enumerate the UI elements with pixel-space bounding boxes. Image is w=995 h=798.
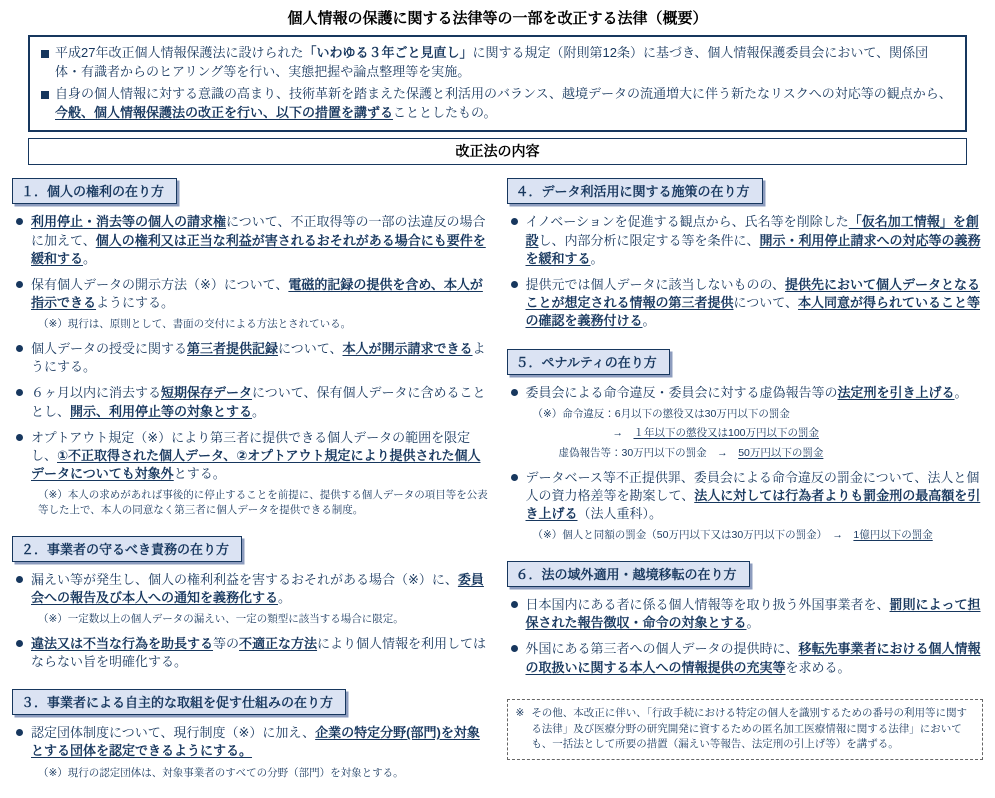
bullet-dot-icon	[16, 389, 23, 396]
section-business-duties	[12, 536, 489, 671]
intro-box	[28, 35, 967, 132]
bullet-item	[509, 276, 984, 331]
bullet-text: 認定団体制度について、現行制度（※）に加え、企業の特定分野(部門)を対象とする団体を認定できるようにする。	[31, 725, 480, 759]
intro-text: 自身の個人情報に対する意識の高まり、技術革新を踏まえた保護と利活用のバランス、越境データの流通増大に伴う新たなリスクへの対応等の観点から、今般、個人情報保護法の改正を行い、以下の措置を講ずることとしたもの。	[55, 85, 952, 120]
intro-bullet	[41, 44, 954, 82]
section-title: ５．ペナルティの在り方	[507, 349, 670, 375]
bullet-item	[14, 384, 489, 420]
note-text: （※）現行の認定団体は、対象事業者のすべての分野（部門）を対象とする。	[38, 766, 404, 779]
bullet-text: 外国にある第三者への個人データの提供時に、移転先事業者における個人情報の取扱いに関する本人への情報提供の充実等を求める。	[525, 641, 981, 675]
bullet-item	[14, 429, 489, 484]
bullet-item	[14, 213, 489, 268]
section-body	[507, 596, 984, 677]
bullet-dot-icon	[16, 281, 23, 288]
bullet-text: 日本国内にある者に係る個人情報等を取り扱う外国事業者を、罰則によって担保された報告徴収・命令の対象とする。	[525, 597, 981, 631]
right-column	[507, 178, 984, 760]
bullet-dot-icon	[16, 434, 23, 441]
bullet-text: 漏えい等が発生し、個人の権利利益を害するおそれがある場合（※）に、委員会への報告及び本人への通知を義務化する。	[31, 571, 484, 605]
square-bullet-icon	[41, 91, 49, 99]
square-bullet-icon	[41, 50, 49, 58]
footnote-text: その他、本改正に伴い、「行政手続における特定の個人を識別するための番号の利用等に関する法律」及び医療分野の研究開発に資するための匿名加工医療情報に関する法律」においても、一括法として所要の措置（漏えい等報告、法定刑の引上げ等）を講ずる。	[531, 706, 968, 751]
section-body	[12, 213, 489, 517]
note-text: （※）個人と同額の罰金（50万円以下又は30万円以下の罰金） → 1億円以下の罰金	[532, 529, 933, 542]
footnote-marker: ※	[515, 706, 525, 719]
note-text: （※）現行は、原則として、書面の交付による方法とされている。	[38, 318, 352, 331]
bullet-item	[509, 469, 984, 524]
bullet-text: イノベーションを促進する観点から、氏名等を削除した「仮名加工情報」を創設し、内部分析に限定する等を条件に、開示・利用停止請求への対応等の義務を緩和する。	[525, 214, 981, 266]
bullet-dot-icon	[16, 345, 23, 352]
bullet-item	[509, 596, 984, 632]
footnote-box	[507, 699, 984, 760]
content-columns	[6, 178, 989, 798]
bullet-dot-icon	[511, 601, 518, 608]
note-text: （※）一定数以上の個人データの漏えい、一定の類型に該当する場合に限定。	[38, 613, 404, 626]
bullet-text: ６ヶ月以内に消去する短期保存データについて、保有個人データに含めることとし、開示、利用停止等の対象とする。	[31, 385, 486, 419]
section-body	[12, 724, 489, 780]
bullet-dot-icon	[16, 640, 23, 647]
bullet-text: データベース等不正提供罪、委員会による命令違反の罰金について、法人と個人の資力格差等を勘案して、法人に対しては行為者よりも罰金刑の最高額を引き上げる（法人重科）。	[525, 469, 981, 522]
bullet-text: 保有個人データの開示方法（※）について、電磁的記録の提供を含め、本人が指示できるようにする。	[31, 276, 483, 311]
left-column	[12, 178, 489, 798]
bullet-text: オプトアウト規定（※）により第三者に提供できる個人データの範囲を限定し、①不正取得された個人データ、②オプトアウト規定により提供された個人データについても対象外とする。	[31, 429, 481, 482]
section-body	[12, 571, 489, 671]
section-data-utilization	[507, 178, 984, 330]
section-voluntary-efforts	[12, 689, 489, 780]
section-title: ６．法の域外適用・越境移転の在り方	[507, 561, 750, 587]
bullet-item	[14, 635, 489, 671]
note-text: （※）本人の求めがあれば事後的に停止することを前提に、提供する個人データの項目等を公表等した上で、本人の同意なく第三者に個人データを提供できる制度。	[38, 489, 488, 516]
bullet-text: 委員会による命令違反・委員会に対する虚偽報告等の法定刑を引き上げる。	[525, 384, 968, 400]
note-text: （※）命令違反：6月以下の懲役又は30万円以下の罰金	[532, 407, 790, 420]
bullet-item	[14, 571, 489, 607]
bullet-dot-icon	[511, 474, 518, 481]
bullet-item	[14, 724, 489, 760]
bullet-dot-icon	[16, 218, 23, 225]
intro-bullet	[41, 85, 954, 123]
section-body	[507, 384, 984, 544]
section-title: ２．事業者の守るべき責務の在り方	[12, 536, 242, 562]
note-text: 虚偽報告等：30万円以下の罰金 → 50万円以下の罰金	[558, 447, 824, 460]
bullet-dot-icon	[511, 645, 518, 652]
bullet-dot-icon	[511, 281, 518, 288]
section-title: ４．データ利活用に関する施策の在り方	[507, 178, 763, 204]
section-extraterritorial	[507, 561, 984, 677]
intro-text: 平成27年改正個人情報保護法に設けられた「いわゆる３年ごと見直し」に関する規定（附則第12条）に基づき、個人情報保護委員会において、関係団体・有識者からのヒアリング等を行い、実態把握や論点整理等を実施。	[55, 45, 929, 79]
bullet-dot-icon	[16, 729, 23, 736]
note-text: → １年以下の懲役又は100万円以下の罰金	[612, 427, 820, 440]
bullet-text: 個人データの授受に関する第三者提供記録について、本人が開示請求できるようにする。	[31, 341, 486, 375]
section-penalties	[507, 349, 984, 544]
bullet-text: 違法又は不当な行為を助長する等の不適正な方法により個人情報を利用してはならない旨を明確化する。	[31, 635, 487, 669]
bullet-item	[14, 276, 489, 312]
section-title: １．個人の権利の在り方	[12, 178, 177, 204]
section-title: ３．事業者による自主的な取組を促す仕組みの在り方	[12, 689, 346, 715]
page-title: 個人情報の保護に関する法律等の一部を改正する法律（概要）	[287, 10, 708, 27]
content-header: 改正法の内容	[28, 138, 967, 165]
bullet-dot-icon	[511, 389, 518, 396]
bullet-item	[509, 213, 984, 268]
bullet-item	[14, 340, 489, 376]
bullet-text: 利用停止・消去等の個人の請求権について、不正取得等の一部の法違反の場合に加えて、個人の権利又は正当な利益が害されるおそれがある場合にも要件を緩和する。	[31, 214, 486, 266]
bullet-item	[509, 640, 984, 676]
bullet-item	[509, 384, 984, 402]
section-body	[507, 213, 984, 330]
section-individual-rights	[12, 178, 489, 517]
bullet-text: 提供元では個人データに該当しないものの、提供先において個人データとなることが想定される情報の第三者提供について、本人同意が得られていること等の確認を義務付ける。	[525, 276, 981, 329]
bullet-dot-icon	[511, 218, 518, 225]
bullet-dot-icon	[16, 576, 23, 583]
